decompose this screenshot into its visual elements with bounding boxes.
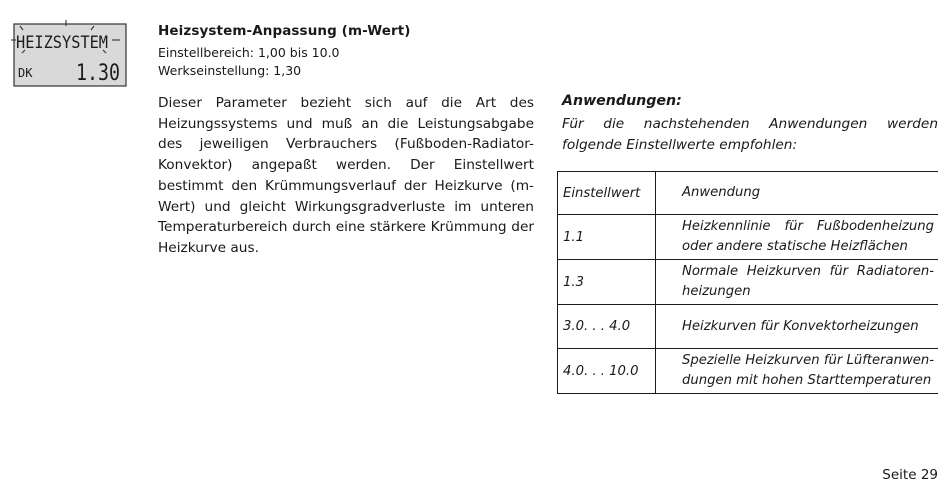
row-setting-value: 3.0. . . 4.0 <box>558 305 656 349</box>
applications-intro: Für die nachstehenden Anwendungen werden folgende Einstellwerte empfohlen: <box>562 116 938 153</box>
page-number: Seite 29 <box>882 467 938 483</box>
factory-setting: Werkseinstellung: 1,30 <box>158 63 302 78</box>
row-setting-value: 1.3 <box>558 260 656 305</box>
row-application: Heizkennlinie für Fußbodenheizung oder andere statische Heizflächen <box>656 215 939 260</box>
settings-table <box>557 171 938 394</box>
table-row <box>558 305 939 349</box>
lcd-mode-indicator: DK <box>18 66 33 80</box>
row-setting-value: 4.0. . . 10.0 <box>558 349 656 394</box>
row-application: Heizkurven für Konvektorheizungen <box>656 305 939 349</box>
row-application: Normale Heizkurven für Radiatoren-heizungen <box>656 260 939 305</box>
lcd-display <box>10 20 127 88</box>
lcd-value: 1.30 <box>76 61 120 86</box>
table-row <box>558 260 939 305</box>
header-setting-value: Einstellwert <box>558 172 656 215</box>
lcd-display-graphic <box>10 20 127 88</box>
parameter-description: Dieser Parameter bezieht sich auf die Art des Heizungssystems und muß an die Leistungsabgabe des jeweiligen Verbrauchers (Fußboden-Radiator-Konvektor) angepaßt werden. Der Einstellwert bestimmt den Krümmungsverlauf der Heizkurve (m-Wert) und gleicht Wirkungsgradverluste im unteren Temperaturbereich durch eine stärkere Krümmung der Heizkurve aus. <box>158 95 534 256</box>
table-row <box>558 215 939 260</box>
table-row <box>558 349 939 394</box>
table-header-row <box>558 172 939 215</box>
parameter-title: Heizsystem-Anpassung (m-Wert) <box>158 23 411 39</box>
row-setting-value: 1.1 <box>558 215 656 260</box>
applications-heading: Anwendungen: <box>562 93 682 109</box>
header-application: Anwendung <box>656 172 939 215</box>
setting-range: Einstellbereich: 1,00 bis 10.0 <box>158 45 340 60</box>
lcd-line-1: HEIZSYSTEM <box>16 33 108 53</box>
row-application: Spezielle Heizkurven für Lüfteranwen-dungen mit hohen Starttemperaturen <box>656 349 939 394</box>
